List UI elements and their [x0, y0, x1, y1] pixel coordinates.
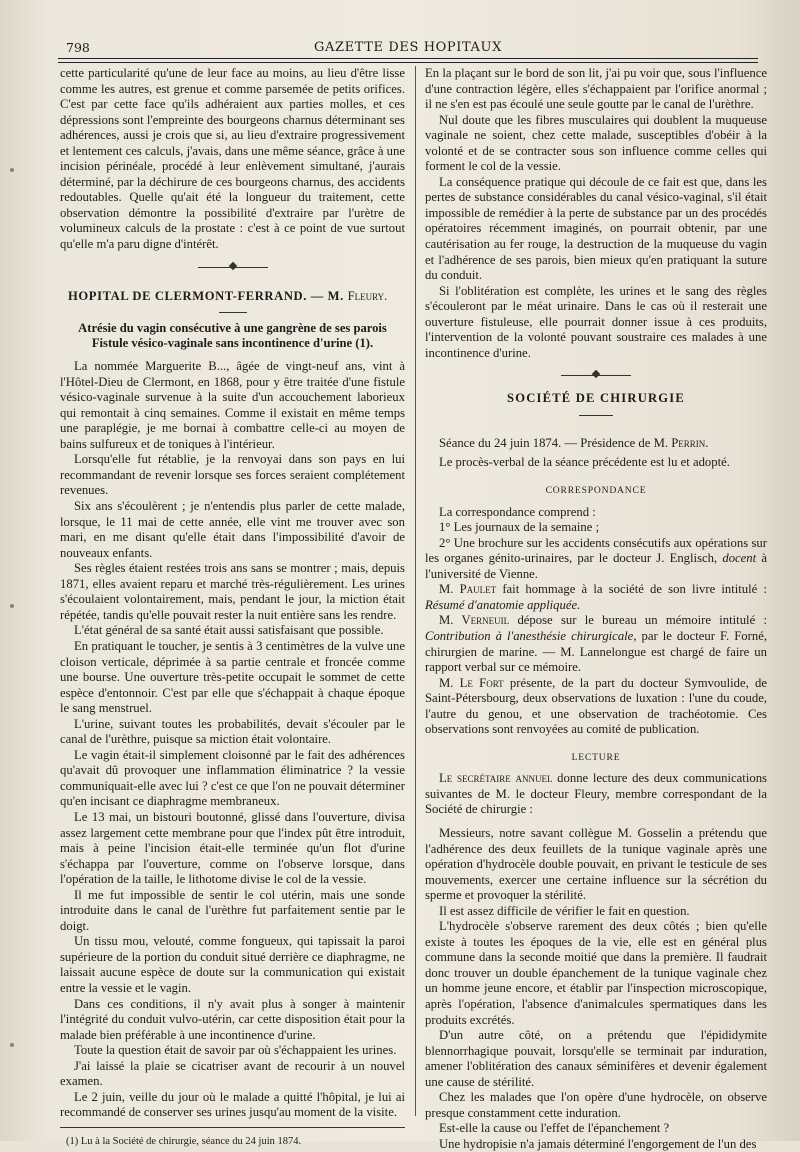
paragraph: Dans ces conditions, il n'y avait plus à songer à maintenir l'intégrité du conduit vulvo-utérin, car cette disposition était pour la malade bien préférable à une incontinence d'urine. — [60, 996, 405, 1042]
paragraph: Une hydropisie n'a jamais déterminé l'engorgement de l'un des — [439, 1136, 757, 1151]
paragraph: Le 13 mai, un bistouri boutonné, glissé dans l'ouverture, divisa assez largement cette membrane pour que l'index pût être introduit, mais à peine l'incision était-elle terminée qu'un flot d'urine s'échappa par l'ouverture, comme on l'observe lorsque, dans l'opération de la taille, le lithotome divise le col de la vessie. — [60, 809, 405, 887]
speaker-name: M. Verneuil — [439, 613, 510, 628]
paragraph: J'ai laissé la plaie se cicatriser avant de recourir à un nouvel examen. — [60, 1058, 405, 1089]
paragraph: En pratiquant le toucher, je sentis à 3 centimètres de la vulve une cloison verticale, déprimée à sa partie centrale et froncée comme une bourse. Une ouverture très-petite occupait le sommet de cette espèce d'entonnoir. C'est par elle que s'échappait à chaque époque le sang menstruel. — [60, 638, 405, 716]
header-rule — [58, 58, 758, 59]
hospital-heading: HOPITAL DE CLERMONT-FERRAND. — M. Fleury. — [68, 288, 388, 303]
paragraph: Un tissu mou, velouté, comme fongueux, qui tapissait la paroi supérieure de la portion du conduit situé derrière ce diaphragme, ne laissait aucune espèce de doute sur la communication qui existait entre la vessie et le vagin. — [60, 934, 405, 995]
left-column — [60, 66, 405, 1149]
paragraph: Six ans s'écoulèrent ; je n'entendis plus parler de cette malade, lorsque, le 11 mai de cette année, elle vint me trouver avec son mari, en me disant qu'elle était dans l'impossibilité d'avoir de nouveaux enfants. — [60, 499, 405, 560]
paragraph: Il me fut impossible de sentir le col utérin, mais une sonde introduite dans le canal de l'urèthre fut parfaitement sentie par le doigt. — [60, 887, 405, 933]
lecture-heading: LECTURE — [571, 751, 621, 763]
running-title: GAZETTE DES HOPITAUX — [314, 40, 502, 55]
seance-line: Séance du 24 juin 1874. — Présidence de M. Perrin. — [439, 435, 709, 450]
paragraph: Le secrétaire annuel donne lecture des deux communications suivantes de M. le docteur Fleury, membre correspondant de la Société de chirurgie : — [425, 771, 767, 817]
article-title: Atrésie du vagin consécutive à une gangrène de ses parois Fistule vésico-vaginale sans incontinence d'urine (1). — [78, 321, 387, 351]
short-rule — [579, 415, 613, 416]
paragraph: Messieurs, notre savant collègue M. Gosselin a prétendu que l'adhérence des deux feuillets de la tunique vaginale après une opération d'hydrocèle double pouvait, en privant le testicule de ses mouvements, exercer une certaine influence sur la sécrétion du sperme et provoquer la stérilité. — [425, 825, 767, 903]
right-column — [425, 66, 767, 1152]
column-divider — [415, 66, 416, 1116]
paragraph: Ses règles étaient restées trois ans sans se montrer ; mais, depuis 1871, elles avaient reparu et marché très-régulièrement. Les urines s'écoulaient volontairement, mais, pendant le jour, la miction était répétée, tandis qu'elle pouvait rester la nuit entière sans les rendre. — [60, 561, 405, 622]
speaker-name: M. Paulet — [439, 582, 497, 597]
paragraph: Toute la question était de savoir par où s'échappaient les urines. — [74, 1043, 397, 1058]
paragraph: Le vagin était-il simplement cloisonné par le fait des adhérences qu'avait dû provoquer une inflammation éliminatrice ? la vessie communiquait-elle avec lui ? c'est ce que l'on ne pouvait déterminer qu'en incisant ce diaphragme membraneux. — [60, 747, 405, 809]
paragraph: M. Paulet fait hommage à la société de son livre intitulé : Résumé d'anatomie appliquée. — [425, 582, 767, 612]
paragraph: Le 2 juin, veille du jour où le malade a quitté l'hôpital, je lui ai recommandé de conserver ses urines jusqu'au moment de la visite. — [60, 1089, 405, 1120]
page-header — [58, 40, 758, 58]
footnote: (1) Lu à la Société de chirurgie, séance du 24 juin 1874. — [66, 1135, 302, 1147]
diamond-ornament-icon — [228, 261, 236, 269]
correspondance-heading: CORRESPONDANCE — [545, 485, 647, 497]
paragraph: D'un autre côté, on a prétendu que l'épididymite blennorrhagique pouvait, lorsqu'elle se terminait par induration, amener l'oblitération des canaux séminifères et devenir également une cause de stérilité. — [425, 1028, 767, 1089]
paragraph: En la plaçant sur le bord de son lit, j'ai pu voir que, sous l'influence d'une contraction légère, elles s'échappaient par l'orifice anormal ; il ne s'en est pas écoulé une seule goutte par le canal de l'urèthre. — [425, 66, 767, 112]
paragraph: Il est assez difficile de vérifier le fait en question. — [439, 903, 690, 918]
society-title: SOCIÉTÉ DE CHIRURGIE — [507, 391, 685, 406]
short-rule — [219, 312, 247, 313]
binding-hole — [10, 604, 14, 608]
binding-hole — [10, 1043, 14, 1047]
header-rule-double — [58, 62, 758, 63]
paragraph: Nul doute que les fibres musculaires qui doublent la muqueuse vaginale ne soient, chez cette malade, susceptibles d'obéir à la volonté et de se contracter sous son influence comme celles qui forment le col de la vessie. — [425, 112, 767, 174]
diamond-ornament-icon — [592, 370, 600, 378]
paragraph: M. Le Fort présente, de la part du docteur Symvoulide, de Saint-Pétersbourg, deux observations de luxation : l'une du coude, l'autre du genou, et une observation de trachéotomie. Ces observations sont renvoyées au comité de publication. — [425, 675, 767, 737]
section-separator — [60, 261, 405, 273]
paragraph: La conséquence pratique qui découle de ce fait est que, dans les pertes de substance considérables du canal vésico-vaginal, s'il était impossible de remédier à la perte de substance par un des procédés opératoires récemment imaginés, on pourrait obtenir, par une cautérisation au fer rouge, la destruction de la muqueuse du vagin et l'adhérence de ses parois, bien mieux qu'en pratiquant la suture du conduit. — [425, 174, 767, 283]
paragraph: Chez les malades que l'on opère d'une hydrocèle, on observe presque constamment cette induration. — [425, 1090, 767, 1120]
paragraph: Lorsqu'elle fut rétablie, je la renvoyai dans son pays en lui recommandant de revenir lorsque ses forces seraient complétement revenues. — [60, 452, 405, 498]
footnote-rule — [60, 1127, 405, 1128]
paragraph: Si l'oblitération est complète, les urines et le sang des règles s'écouleront par le méat urinaire. Dans le cas où il resterait une ouverture fistuleuse, elle pourrait donner issue à ces produits, l'intervention de la volonté pouvant soustraire ces malades à une incontinence d'urine. — [425, 283, 767, 360]
speaker-name: Le secrétaire annuel — [439, 771, 553, 786]
paragraph: L'urine, suivant toutes les probabilités, devait s'écouler par le canal de l'urèthre, puisque sa miction était volontaire. — [60, 716, 405, 747]
hospital-heading-name: Fleury. — [347, 288, 388, 303]
paragraph: 1° Les journaux de la semaine ; — [439, 520, 600, 535]
binding-hole — [10, 168, 14, 172]
section-separator — [425, 369, 767, 381]
paragraph: Est-elle la cause ou l'effet de l'épanchement ? — [439, 1121, 670, 1136]
paragraph: L'hydrocèle s'observe rarement des deux côtés ; bien qu'elle existe à toutes les époques de la vie, elle est en général plus commune dans la seconde moitié que dans la première. Il faudrait donc trouver un double épanchement de la tunique vaginale chez un homme jeune encore, et établir par l'inspection microscopique, après l'opération, l'absence d'animalcules spermatiques dans les produits excrétés. — [425, 919, 767, 1027]
president-name: Perrin. — [671, 435, 709, 450]
paragraph: cette particularité qu'une de leur face au moins, au lieu d'être lisse comme les autres, est grenue et comme parsemée de petits orifices. C'est par cette face qu'ils adhéraient aux parties molles, et ces dépressions sont l'empreinte des bourgeons charnus déterminant ses adhérences, aussi je crois que si, au lieu d'extraire progressivement et lentement ces calculs, j'avais, dans une même séance, grâce à une incision périnéale, procédé à leur enlèvement simultané, j'aurais déterminé, par la déchirure de ces bourgeons charnus, des accidents redoutables. Quelle qu'ait été la longueur du traitement, cette observation démontre la possibilité d'extraire par l'urètre de volumineux calculs de la prostate : c'est à ce point de vue surtout qu'elle m'a paru digne d'intérêt. — [60, 66, 405, 252]
paragraph: La correspondance comprend : — [439, 504, 596, 519]
paragraph: 2° Une brochure sur les accidents consécutifs aux opérations sur les organes génito-urinaires, par le docteur J. Englisch, docent à l'université de Vienne. — [425, 535, 768, 581]
speaker-name: M. Le Fort — [439, 675, 504, 690]
paragraph: Le procès-verbal de la séance précédente est lu et adopté. — [439, 455, 730, 470]
paragraph: L'état général de sa santé était aussi satisfaisant que possible. — [74, 623, 384, 638]
page-number: 798 — [66, 40, 90, 55]
paragraph: M. Verneuil dépose sur le bureau un mémoire intitulé : Contribution à l'anesthésie chirurgicale, par le docteur F. Forné, chirurgien de marine. — M. Lannelongue est chargé de faire un rapport verbal sur ce mémoire. — [425, 613, 768, 675]
paragraph: La nommée Marguerite B..., âgée de vingt-neuf ans, vint à l'Hôtel-Dieu de Clermont, en 1868, pour y être traitée d'une fistule vésico-vaginale survenue à la suite d'un accouchement laborieux qui remontait à cinq semaines. Comme il existait en même temps une paraplégie, je me bornai à combattre celle-ci au moyen de bains sulfureux et de toniques à l'intérieur. — [60, 359, 405, 451]
